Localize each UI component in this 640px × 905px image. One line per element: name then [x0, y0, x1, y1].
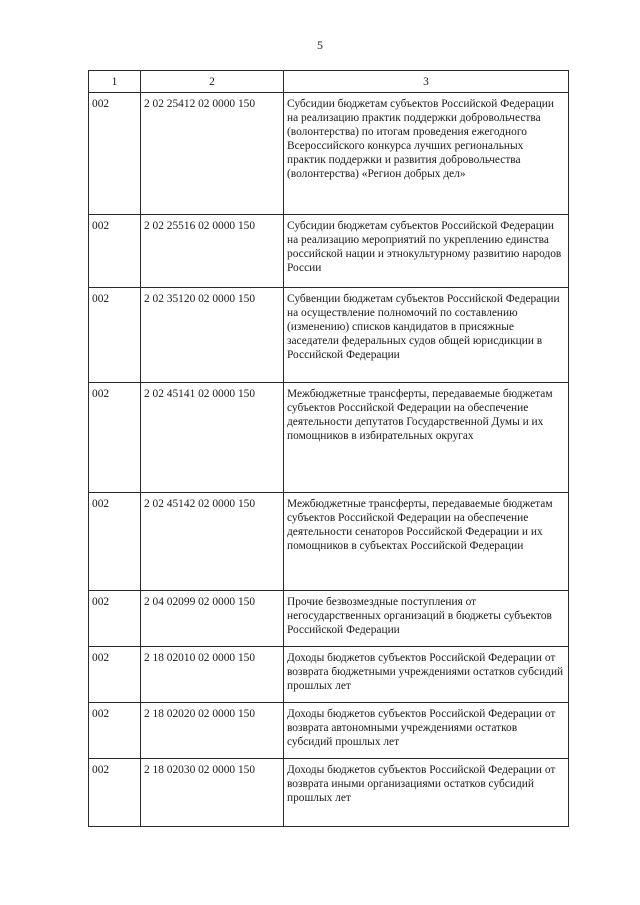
description-cell: Доходы бюджетов субъектов Российской Федерации от возврата иными организациями остатков субсидий прошлых лет [284, 759, 569, 827]
description-cell: Доходы бюджетов субъектов Российской Федерации от возврата бюджетными учреждениями остатков субсидий прошлых лет [284, 647, 569, 703]
table-row [89, 215, 569, 288]
budget-code-cell: 2 04 02099 02 0000 150 [141, 591, 284, 647]
table-row [89, 93, 569, 215]
page-number: 5 [317, 38, 323, 52]
admin-code-cell: 002 [89, 759, 141, 827]
budget-code-cell: 2 18 02020 02 0000 150 [141, 703, 284, 759]
admin-code-cell: 002 [89, 591, 141, 647]
description-cell: Субсидии бюджетам субъектов Российской Федерации на реализацию мероприятий по укреплению единства российской нации и этнокультурному развитию народов России [284, 215, 569, 288]
column-header-3: 3 [284, 71, 569, 93]
description-cell: Субвенции бюджетам субъектов Российской Федерации на осуществление полномочий по составлению (изменению) списков кандидатов в присяжные заседатели федеральных судов общей юрисдикции в Российской Федерации [284, 288, 569, 383]
admin-code-cell: 002 [89, 703, 141, 759]
admin-code-cell: 002 [89, 93, 141, 215]
budget-code-cell: 2 02 25412 02 0000 150 [141, 93, 284, 215]
admin-code-cell: 002 [89, 647, 141, 703]
table-header-row [89, 71, 569, 93]
admin-code-cell: 002 [89, 493, 141, 591]
table-row [89, 703, 569, 759]
column-header-2: 2 [141, 71, 284, 93]
table-row [89, 647, 569, 703]
column-header-1: 1 [89, 71, 141, 93]
description-cell: Прочие безвозмездные поступления от негосударственных организаций в бюджеты субъектов Российской Федерации [284, 591, 569, 647]
budget-code-cell: 2 02 25516 02 0000 150 [141, 215, 284, 288]
budget-code-cell: 2 02 45141 02 0000 150 [141, 383, 284, 493]
description-cell: Межбюджетные трансферты, передаваемые бюджетам субъектов Российской Федерации на обеспечение деятельности депутатов Государственной Думы и их помощников в избирательных округах [284, 383, 569, 493]
table-row [89, 493, 569, 591]
budget-code-cell: 2 02 45142 02 0000 150 [141, 493, 284, 591]
table-row [89, 288, 569, 383]
table-row [89, 591, 569, 647]
table-row [89, 383, 569, 493]
admin-code-cell: 002 [89, 215, 141, 288]
table-row [89, 759, 569, 827]
budget-code-cell: 2 02 35120 02 0000 150 [141, 288, 284, 383]
admin-code-cell: 002 [89, 288, 141, 383]
description-cell: Межбюджетные трансферты, передаваемые бюджетам субъектов Российской Федерации на обеспечение деятельности сенаторов Российской Федерации и их помощников в субъектах Российской Федерации [284, 493, 569, 591]
admin-code-cell: 002 [89, 383, 141, 493]
budget-code-cell: 2 18 02030 02 0000 150 [141, 759, 284, 827]
budget-codes-table [88, 70, 569, 827]
budget-code-cell: 2 18 02010 02 0000 150 [141, 647, 284, 703]
description-cell: Субсидии бюджетам субъектов Российской Федерации на реализацию практик поддержки добровольчества (волонтерства) по итогам проведения ежегодного Всероссийского конкурса лучших региональных практик поддержки и развития добровольчества (волонтерства) «Регион добрых дел» [284, 93, 569, 215]
description-cell: Доходы бюджетов субъектов Российской Федерации от возврата автономными учреждениями остатков субсидий прошлых лет [284, 703, 569, 759]
